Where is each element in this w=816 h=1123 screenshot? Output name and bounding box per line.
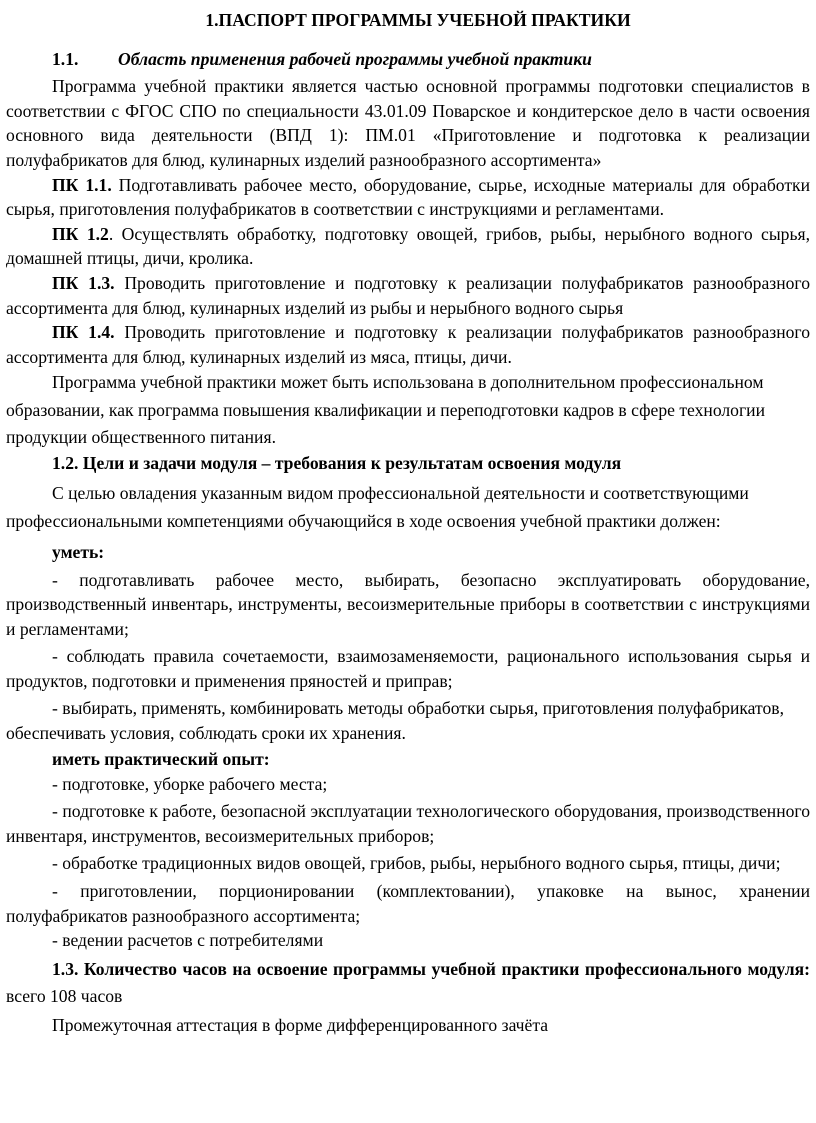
competency-text: . Осуществлять обработку, подготовку овощей, грибов, рыбы, нерыбного водного сырья, домашней птицы, дичи, кролика. [6,223,810,269]
experience-item: - обработке традиционных видов овощей, грибов, рыбы, нерыбного водного сырья, птицы, дичи; [52,853,781,874]
section-1-2-heading: 1.2. Цели и задачи модуля – требования к результатам освоения модуля [52,452,622,473]
page-title: 1.ПАСПОРТ ПРОГРАММЫ УЧЕБНОЙ ПРАКТИКИ [205,10,631,30]
section-1-1-intro: Программа учебной практики является частью основной программы подготовки специалистов в соответствии с ФГОС СПО по специальности 43.01.09 Поварское и кондитерское дело в части освоения основного вида деятельности (ВПД 1): ПМ.01 «Приготовление и подготовка к реализации полуфабрикатов для блюд, кулинарных изделий разнообразного ассортимента» [6,76,810,170]
section-1-3-title: 1.3. Количество часов на освоение программы учебной практики профессионального модуля: [52,958,810,979]
section-1-1-title: Область применения рабочей программы учебной практики [118,48,592,69]
experience-item: - ведении расчетов с потребителями [52,930,324,951]
competency-code: ПК 1.3. [52,272,115,293]
competency-text: Проводить приготовление и подготовку к реализации полуфабрикатов разнообразного ассортимента для блюд, кулинарных изделий из мяса, птицы, дичи. [6,322,810,367]
skill-item: - подготавливать рабочее место, выбирать, безопасно эксплуатировать оборудование, производственный инвентарь, инструменты, весоизмерительные приборы в соответствии с инструкциями и регламентами; [6,569,810,639]
experience-item: - приготовлении, порционировании (комплектовании), упаковке на вынос, хранении полуфабрикатов разнообразного ассортимента; [6,881,810,926]
skills-label: уметь: [52,541,105,562]
section-1-3-hours: всего 108 часов [6,985,123,1006]
skill-item: - соблюдать правила сочетаемости, взаимозаменяемости, рационального использования сырья и продуктов, подготовки и применения пряностей и приправ; [6,646,810,691]
section-1-1-number: 1.1. [52,48,79,69]
experience-item: - подготовке к работе, безопасной эксплуатации технологического оборудования, производственного инвентаря, инструментов, весоизмерительных приборов; [6,801,810,846]
competency-code: ПК 1.4. [52,322,115,343]
experience-label: иметь практический опыт: [52,748,270,769]
competency-pk-1-4 [6,320,810,369]
section-1-3-heading [6,956,810,1010]
skill-item: - выбирать, применять, комбинировать методы обработки сырья, приготовления полуфабрикатов, обеспечивать условия, соблюдать сроки их хранения. [6,698,784,744]
section-1-2-intro: С целью овладения указанным видом профессиональной деятельности и соответствующими профессиональными компетенциями обучающийся в ходе освоения учебной практики должен: [6,482,749,531]
competency-code: ПК 1.2 [52,223,109,244]
competency-pk-1-2 [6,222,810,271]
competency-text: Проводить приготовление и подготовку к реализации полуфабрикатов разнообразного ассортимента для блюд, кулинарных изделий из рыбы и нерыбного водного сырья [6,272,810,318]
competency-code: ПК 1.1. [52,174,112,195]
experience-item: - подготовке, уборке рабочего места; [52,773,328,794]
competency-text: Подготавливать рабочее место, оборудование, сырье, исходные материалы для обработки сырья, приготовления полуфабрикатов в соответствии с инструкциями и регламентами. [6,174,810,220]
section-1-1-heading [6,47,810,72]
assessment-note: Промежуточная аттестация в форме дифференцированного зачёта [52,1014,549,1035]
section-1-1-extra: Программа учебной практики может быть использована в дополнительном профессиональном образовании, как программа повышения квалификации и переподготовки кадров в сфере технологии продукции общественного питания. [6,372,766,447]
competency-pk-1-3 [6,271,810,320]
competency-pk-1-1 [6,173,810,222]
